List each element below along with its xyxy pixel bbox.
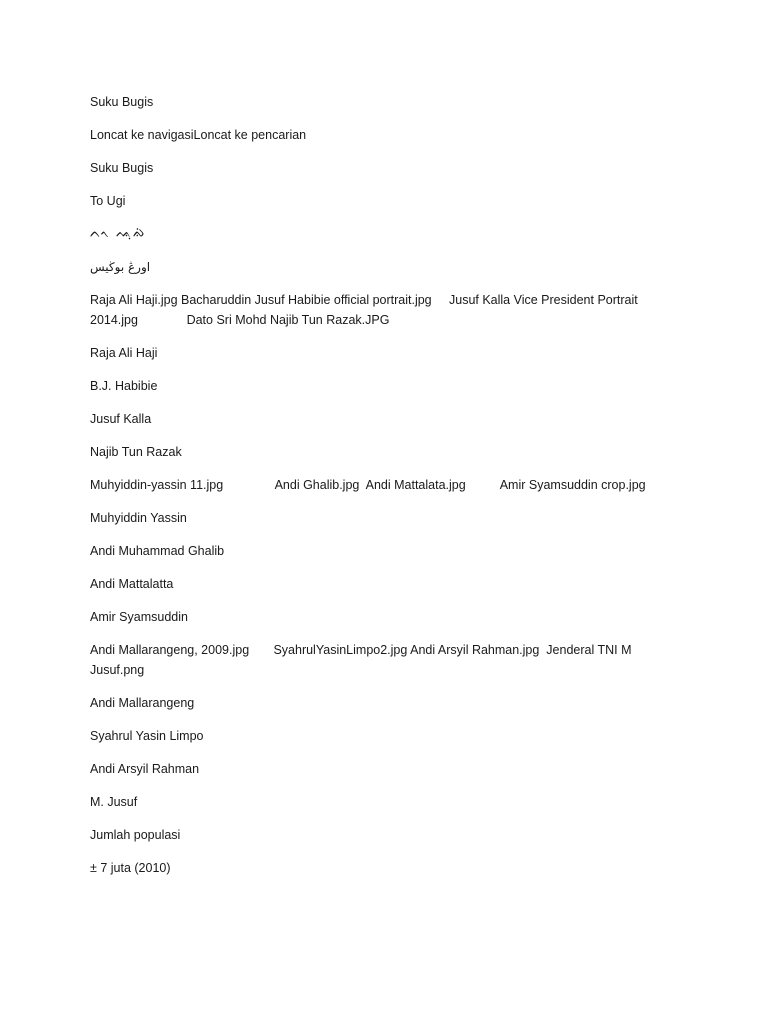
person-name: Raja Ali Haji [90, 346, 158, 360]
person-name: M. Jusuf [90, 795, 138, 809]
image-filenames-row-3: Andi Mallarangeng, 2009.jpg SyahrulYasinLimpo2.jpg Andi Arsyil Rahman.jpg Jenderal TNI M Jusuf.png [90, 643, 635, 677]
article-heading: Suku Bugis [90, 161, 154, 175]
image-filenames-row-1: Raja Ali Haji.jpg Bacharuddin Jusuf Habibie official portrait.jpg Jusuf Kalla Vice President Portrait 2014.jpg Dato Sri Mohd Najib Tun Razak.JPG [90, 293, 642, 327]
population-label: Jumlah populasi [90, 828, 181, 842]
lontara-script-text: ᨈᨚ ᨕᨘᨁᨗ [90, 226, 147, 241]
document-page [90, 92, 680, 891]
person-name: Muhyiddin Yassin [90, 511, 187, 525]
person-name: Andi Mallarangeng [90, 696, 195, 710]
person-name: Syahrul Yasin Limpo [90, 729, 204, 743]
image-filenames-row-2: Muhyiddin-yassin 11.jpg Andi Ghalib.jpg Andi Mattalata.jpg Amir Syamsuddin crop.jpg [90, 478, 646, 492]
person-name: Amir Syamsuddin [90, 610, 188, 624]
skip-links: Loncat ke navigasiLoncat ke pencarian [90, 128, 307, 142]
population-value: ± 7 juta (2010) [90, 861, 171, 875]
person-name: Najib Tun Razak [90, 445, 182, 459]
person-name: Andi Muhammad Ghalib [90, 544, 225, 558]
person-name: Andi Mattalatta [90, 577, 174, 591]
person-name: Jusuf Kalla [90, 412, 152, 426]
native-name: To Ugi [90, 194, 126, 208]
document-title: Suku Bugis [90, 95, 154, 109]
person-name: Andi Arsyil Rahman [90, 762, 200, 776]
jawi-script-text: اورڠ بوڬيس [90, 260, 151, 274]
person-name: B.J. Habibie [90, 379, 158, 393]
